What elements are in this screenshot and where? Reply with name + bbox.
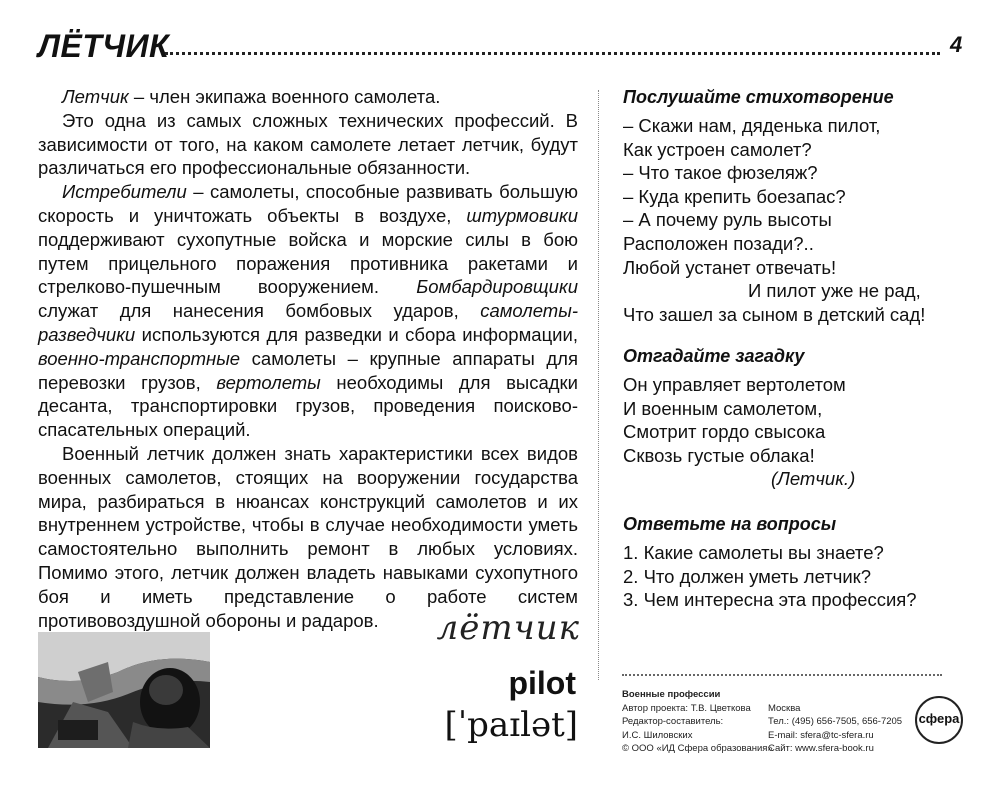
riddle-heading: Отгадайте загадку bbox=[623, 346, 805, 366]
poem-line: – Куда крепить боезапас? bbox=[623, 185, 846, 207]
poem-line: – Что такое фюзеляж? bbox=[623, 162, 818, 184]
cockpit-image bbox=[38, 632, 210, 748]
email: E-mail: sfera@tc-sfera.ru bbox=[768, 729, 874, 741]
questions-heading: Ответьте на вопросы bbox=[623, 514, 837, 534]
term-fighters: Истребители bbox=[62, 181, 187, 203]
poem-line: Расположен позади?.. bbox=[623, 232, 814, 254]
poem-line: Что зашел за сыном в детский сад! bbox=[623, 303, 926, 325]
poem-line: И пилот уже не рад, bbox=[748, 280, 921, 302]
paragraph-complexity: Это одна из самых сложных технических профессий. В зависимости от того, на каком самолете летает летчик, будут различаться его профессиональные обязанности. bbox=[38, 109, 578, 179]
paragraph-aircraft-types bbox=[38, 180, 578, 442]
poem-line: – Скажи нам, дяденька пилот, bbox=[623, 115, 881, 136]
riddle-answer: (Летчик.) bbox=[771, 468, 856, 490]
riddle-line: Сквозь густые облака! bbox=[623, 444, 815, 466]
text-span: необходимы для высадки десанта, транспортировки грузов, проведения поисково-спасательных операций. bbox=[38, 371, 578, 441]
term-bombers: Бомбардировщики bbox=[416, 276, 578, 298]
term-attack: штурмовики bbox=[466, 204, 578, 226]
question-item: 1. Какие самолеты вы знаете? bbox=[623, 542, 884, 563]
term-helicopters: вертолеты bbox=[216, 371, 321, 393]
poem-heading: Послушайте стихотворение bbox=[623, 87, 894, 107]
term-recon: самолеты-разведчики bbox=[38, 300, 578, 345]
website: Сайт: www.sfera-book.ru bbox=[768, 743, 874, 755]
poem-lines bbox=[623, 114, 963, 326]
term-letchik: Летчик bbox=[62, 86, 129, 107]
city: Москва bbox=[768, 702, 801, 714]
questions-section bbox=[623, 514, 983, 612]
paragraph-definition bbox=[38, 85, 578, 109]
transcription: [ˈpaɪlət] bbox=[444, 705, 578, 745]
text-span: самолеты – крупные аппараты для перевозки грузов, bbox=[38, 347, 578, 393]
footer-right-column bbox=[768, 702, 902, 756]
column-divider bbox=[598, 90, 599, 680]
editor-label: Редактор-составитель: bbox=[622, 716, 724, 728]
series-name: Военные профессии bbox=[622, 689, 721, 700]
question-item: 3. Чем интересна эта профессия? bbox=[623, 589, 917, 611]
term-transport: военно-транспортные bbox=[38, 347, 241, 369]
text-span: используются для разведки и сбора информации, bbox=[135, 323, 578, 345]
question-item: 2. Что должен уметь летчик? bbox=[623, 565, 872, 587]
riddle-lines bbox=[623, 373, 963, 491]
author: Автор проекта: Т.В. Цветкова bbox=[622, 702, 751, 714]
english-word: pilot bbox=[508, 665, 576, 701]
poem-line: Как устроен самолет? bbox=[623, 138, 812, 160]
header-dotted-line bbox=[165, 52, 940, 55]
riddle-section bbox=[623, 346, 963, 491]
page-title: ЛЁТЧИК bbox=[38, 28, 170, 64]
poem-line: – А почему руль высоты bbox=[623, 209, 832, 231]
page-number: 4 bbox=[950, 32, 963, 57]
questions-list bbox=[623, 541, 983, 612]
footer-left-column bbox=[622, 688, 773, 756]
text-span: служат для нанесения бомбовых ударов, bbox=[38, 300, 481, 322]
footer-dotted-line bbox=[622, 674, 942, 676]
phone: Тел.: (495) 656-7505, 656-7205 bbox=[768, 716, 903, 728]
riddle-line: Смотрит гордо свысока bbox=[623, 421, 826, 443]
text-span: поддерживают сухопутные войска и морские силы в бою путем прицельного поражения противника ракетами и стрелково-пушечным вооружением. bbox=[38, 228, 578, 298]
description-text bbox=[38, 85, 578, 632]
pilot-photo bbox=[38, 632, 210, 748]
paragraph-skills: Военный летчик должен знать характеристики всех видов военных самолетов, стоящих на вооружении государства мира, разбираться в нюансах конструкций самолетов и их внутреннем устройстве, чтобы в случае необходимости уметь самостоятельно выполнить ремонт в любых условиях. Помимо этого, летчик должен владеть навыками сухопутного боя и иметь представление о работе систем противовоздушной обороны и радаров. bbox=[38, 442, 578, 631]
riddle-line: И военным самолетом, bbox=[623, 397, 823, 419]
text-span: – самолеты, способные развивать большую скорость и уничтожать объекты в воздухе, bbox=[38, 181, 578, 226]
riddle-line: Он управляет вертолетом bbox=[623, 374, 846, 395]
editor-name: И.С. Шиловских bbox=[622, 729, 693, 741]
cursive-word: лётчик bbox=[436, 608, 580, 648]
logo-text: сфера bbox=[918, 711, 960, 726]
paragraph-definition-text: – член экипажа военного самолета. bbox=[128, 86, 441, 107]
poem-section bbox=[623, 87, 963, 326]
poem-line: Любой устанет отвечать! bbox=[623, 256, 837, 278]
copyright: © ООО «ИД Сфера образования» bbox=[622, 743, 773, 755]
